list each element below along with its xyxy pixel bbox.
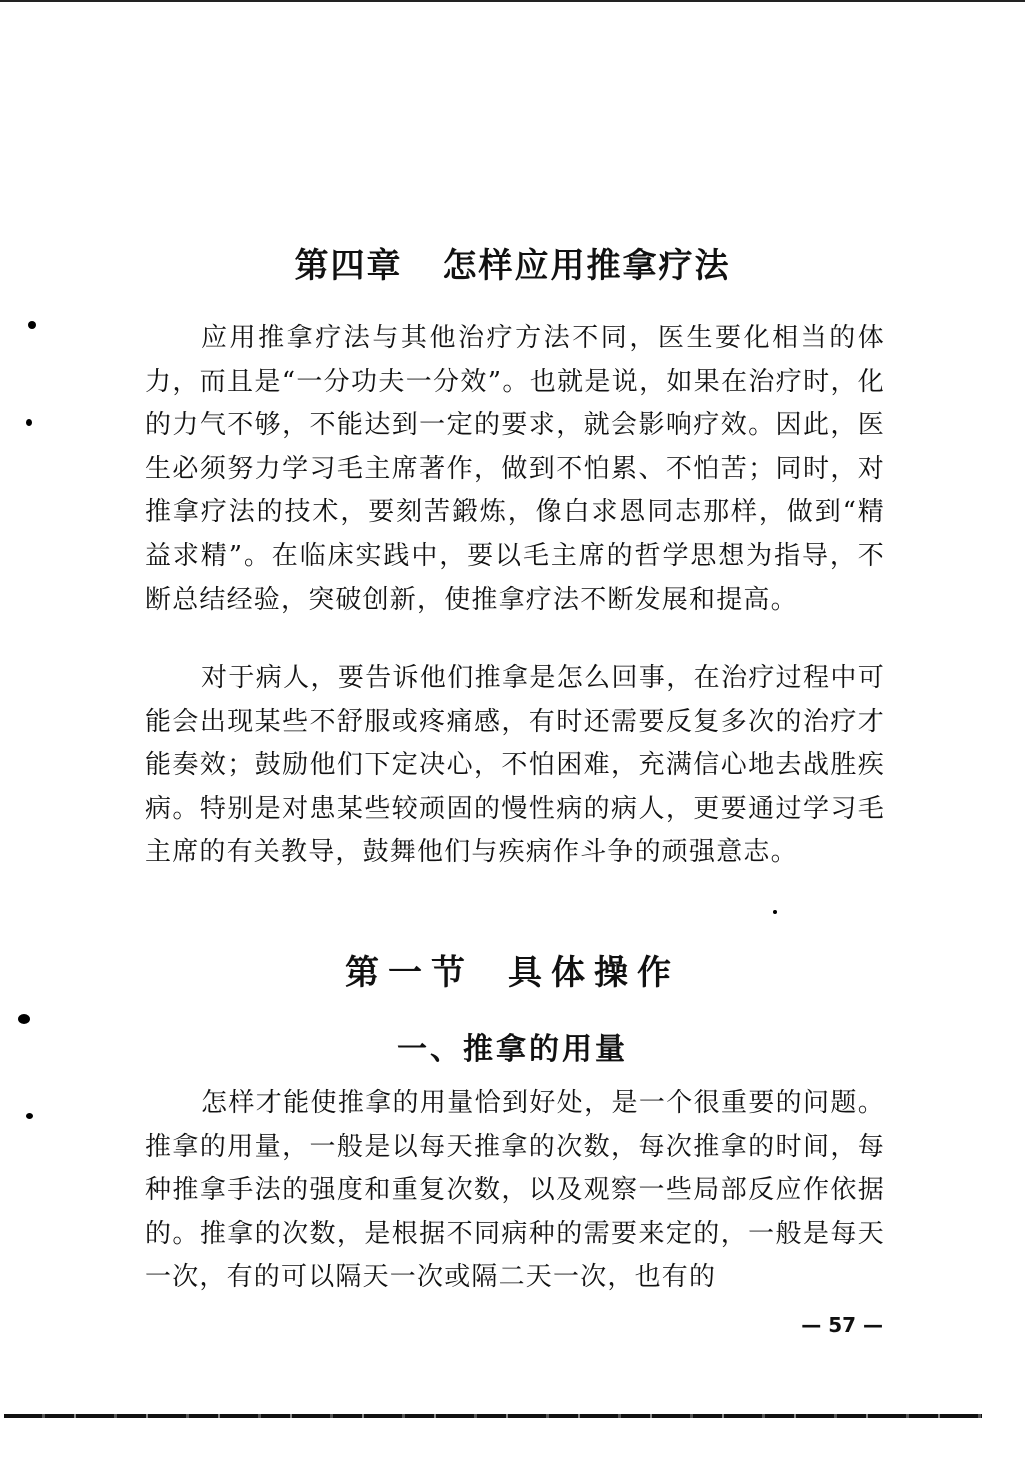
bottom-scan-border <box>4 1414 982 1418</box>
intro-paragraph-1: 应用推拿疗法与其他治疗方法不同，医生要化相当的体力，而且是“一分功夫一分效”。也就是说，如果在治疗时，化的力气不够，不能达到一定的要求，就会影响疗效。因此，医生必须努力学习毛主席著作，做到不怕累、不怕苦；同时，对推拿疗法的技术，要刻苦鍛炼，像白求恩同志那样，做到“精益求精”。在临床实践中，要以毛主席的哲学思想为指导，不断总结经验，突破创新，使推拿疗法不断发展和提高。 <box>145 323 885 615</box>
scan-speck <box>773 910 777 914</box>
section-title <box>0 945 1025 994</box>
scan-speck <box>26 1113 33 1119</box>
top-scan-border <box>0 0 1025 2</box>
scan-speck <box>28 321 36 329</box>
subsection-title: 一、推拿的用量 <box>397 1032 628 1067</box>
section-number: 第一节 <box>345 953 474 993</box>
scan-speck <box>26 419 32 426</box>
scan-speck <box>18 1014 30 1024</box>
chapter-title <box>0 238 1025 287</box>
chapter-number: 第四章 <box>294 246 403 286</box>
section-name: 具体操作 <box>508 953 680 993</box>
intro-paragraph-2: 对于病人，要告诉他们推拿是怎么回事，在治疗过程中可能会出现某些不舒服或疼痛感，有时还需要反复多次的治疗才能奏效；鼓励他们下定决心，不怕困难，充满信心地去战胜疾病。特别是对患某些较顽固的慢性病的病人，更要通过学习毛主席的有关教导，鼓舞他们与疾病作斗争的顽强意志。 <box>145 663 885 868</box>
chapter-name: 怎样应用推拿疗法 <box>442 246 731 286</box>
page-number: — 57 — <box>801 1313 883 1337</box>
section-paragraph-1: 怎样才能使推拿的用量恰到好处，是一个很重要的问题。推拿的用量，一般是以每天推拿的次数，每次推拿的时间，每种推拿手法的强度和重复次数，以及观察一些局部反应作依据的。推拿的次数，是根据不同病种的需要来定的，一般是每天一次，有的可以隔天一次或隔二天一次，也有的 <box>145 1088 885 1293</box>
